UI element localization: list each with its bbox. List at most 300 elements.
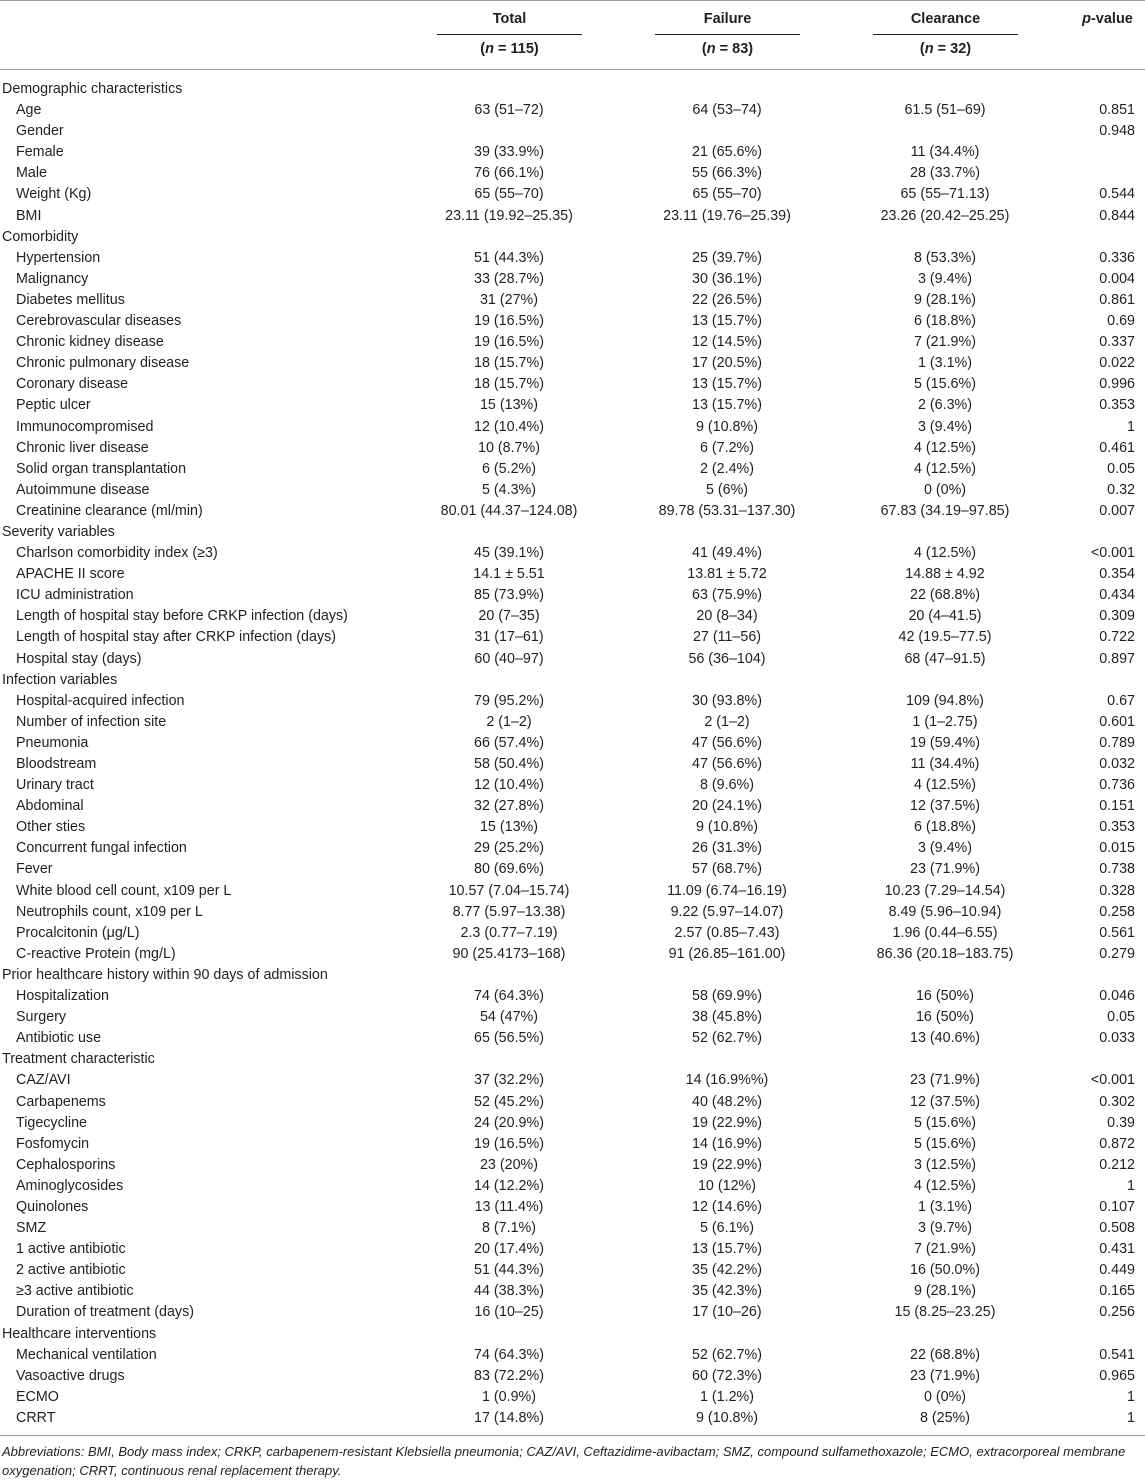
row-label: Procalcitonin (μg/L) [16, 924, 140, 941]
cell-clearance: 22 (68.8%) [910, 587, 980, 604]
cell-clearance: 65 (55–71.13) [900, 186, 990, 203]
bottom-rule [0, 1435, 1145, 1436]
table-row [0, 881, 1145, 902]
cell-pvalue: 0.861 [1099, 291, 1135, 308]
cell-failure: 89.78 (53.31–137.30) [658, 502, 796, 519]
row-label: ≥3 active antibiotic [16, 1283, 134, 1300]
cell-failure: 14 (16.9%%) [685, 1072, 769, 1089]
table-row [0, 1113, 1145, 1134]
cell-total: 83 (72.2%) [474, 1367, 544, 1384]
row-label: Carbapenems [16, 1093, 106, 1110]
cell-pvalue: 0.541 [1099, 1346, 1135, 1363]
table-row [0, 100, 1145, 121]
cell-pvalue: 0.561 [1099, 924, 1135, 941]
cell-pvalue: 0.032 [1099, 756, 1135, 772]
cell-failure: 6 (7.2%) [699, 439, 755, 456]
cell-failure: 91 (26.85–161.00) [668, 945, 786, 962]
cell-clearance: 86.36 (20.18–183.75) [876, 945, 1014, 962]
row-label: Cerebrovascular diseases [16, 313, 182, 330]
section-label: Infection variables [2, 671, 118, 688]
cell-total: 15 (13%) [479, 819, 538, 836]
cell-failure: 9.22 (5.97–14.07) [670, 903, 784, 920]
cell-failure: 5 (6.1%) [699, 1220, 755, 1237]
table-row [0, 332, 1145, 353]
row-label: 2 active antibiotic [16, 1262, 126, 1279]
table-row [0, 817, 1145, 838]
col-n-failure: (n = 83) [701, 41, 754, 57]
top-rule [0, 0, 1145, 1]
row-label: Surgery [16, 1009, 67, 1026]
cell-pvalue: 0.722 [1099, 629, 1135, 646]
cell-total [400, 1324, 618, 1345]
cell-clearance: 11 (34.4%) [910, 144, 980, 161]
table-row [0, 944, 1145, 965]
cell-failure: 30 (93.8%) [692, 692, 762, 709]
cell-failure: 35 (42.2%) [692, 1262, 762, 1279]
cell-total: 76 (66.1%) [474, 165, 544, 182]
cell-pvalue: 1 [1127, 1177, 1135, 1194]
cell-clearance: 8 (25%) [919, 1409, 971, 1426]
section-row [0, 1324, 1145, 1345]
cell-pvalue [1054, 1049, 1145, 1070]
cell-failure: 2 (2.4%) [699, 460, 755, 477]
row-label: Gender [16, 123, 64, 140]
cell-total: 10 (8.7%) [478, 439, 540, 456]
cell-pvalue: 0.69 [1107, 313, 1135, 330]
cell-clearance [836, 227, 1054, 248]
cell-total: 51 (44.3%) [474, 1262, 544, 1279]
col-underline-clearance [873, 34, 1018, 35]
cell-total: 2 (1–2) [486, 713, 532, 730]
cell-total: 20 (7–35) [478, 608, 540, 625]
col-header-pvalue [1070, 11, 1145, 27]
cell-total: 8 (7.1%) [481, 1220, 537, 1237]
cell-total: 2.3 (0.77–7.19) [460, 924, 558, 941]
cell-pvalue: 0.897 [1099, 650, 1135, 667]
cell-pvalue: 0.996 [1099, 376, 1135, 393]
cell-failure: 30 (36.1%) [692, 270, 762, 287]
cell-failure: 52 (62.7%) [692, 1030, 762, 1047]
cell-pvalue: 0.736 [1099, 777, 1135, 794]
cell-pvalue: 0.336 [1099, 249, 1135, 266]
cell-failure [618, 79, 836, 100]
cell-failure: 27 (11–56) [692, 629, 762, 646]
cell-total: 15 (13%) [479, 397, 538, 414]
row-label: Neutrophils count, x109 per L [16, 903, 203, 920]
cell-total: 63 (51–72) [474, 102, 544, 119]
cell-total: 65 (56.5%) [474, 1030, 544, 1047]
table-row [0, 1092, 1145, 1113]
section-label: Healthcare interventions [2, 1325, 157, 1342]
cell-total: 31 (27%) [479, 291, 538, 308]
cell-clearance: 19 (59.4%) [910, 734, 980, 751]
cell-clearance: 68 (47–91.5) [904, 650, 986, 667]
row-label: Fosfomycin [16, 1135, 90, 1152]
cell-clearance: 3 (9.4%) [917, 418, 973, 435]
cell-pvalue: 1 [1127, 1409, 1135, 1426]
cell-clearance: 12 (37.5%) [910, 1093, 980, 1110]
n-value: 32 [950, 41, 967, 57]
cell-failure [618, 1049, 836, 1070]
cell-total [400, 522, 618, 543]
cell-total: 51 (44.3%) [474, 249, 544, 266]
cell-pvalue [1054, 965, 1145, 986]
table-row [0, 206, 1145, 227]
cell-clearance: 15 (8.25–23.25) [894, 1304, 996, 1321]
cell-failure: 56 (36–104) [688, 650, 766, 667]
cell-failure: 65 (55–70) [692, 186, 762, 203]
cell-total: 39 (33.9%) [474, 144, 544, 161]
cell-failure: 20 (8–34) [696, 608, 758, 625]
cell-pvalue: 0.007 [1099, 502, 1135, 519]
cell-clearance: 42 (19.5–77.5) [898, 629, 992, 646]
header-rule [0, 69, 1145, 70]
cell-total: 14 (12.2%) [474, 1177, 544, 1194]
cell-clearance: 23.26 (20.42–25.25) [880, 207, 1010, 224]
cell-clearance: 2 (6.3%) [917, 397, 973, 414]
cell-failure [618, 227, 836, 248]
row-label: Age [16, 102, 42, 119]
cell-clearance: 28 (33.7%) [910, 165, 980, 182]
col-n-total: (n = 115) [480, 41, 539, 57]
cell-pvalue: 0.738 [1099, 861, 1135, 878]
cell-failure: 17 (10–26) [692, 1304, 762, 1321]
cell-failure: 52 (62.7%) [692, 1346, 762, 1363]
table-row [0, 1302, 1145, 1323]
cell-failure: 9 (10.8%) [696, 819, 758, 836]
cell-failure: 5 (6%) [705, 481, 749, 498]
row-label: Peptic ulcer [16, 397, 91, 414]
cell-failure: 47 (56.6%) [692, 734, 762, 751]
row-label: Weight (Kg) [16, 186, 92, 203]
cell-failure: 14 (16.9%) [692, 1135, 762, 1152]
cell-total: 23 (20%) [479, 1156, 538, 1173]
cell-total: 37 (32.2%) [474, 1072, 544, 1089]
cell-pvalue: 0.789 [1099, 734, 1135, 751]
cell-failure [618, 670, 836, 691]
row-label: Solid organ transplantation [16, 460, 187, 477]
table-row [0, 902, 1145, 923]
cell-total: 80 (69.6%) [474, 861, 544, 878]
cell-clearance: 6 (18.8%) [914, 313, 976, 330]
cell-total [400, 1049, 618, 1070]
table-row [0, 733, 1145, 754]
cell-pvalue: <0.001 [1090, 545, 1135, 562]
cell-total: 23.11 (19.92–25.35) [445, 207, 573, 224]
cell-clearance: 3 (9.4%) [917, 270, 973, 287]
pvalue-p: p [1082, 11, 1091, 27]
table-row [0, 775, 1145, 796]
cell-clearance: 67.83 (34.19–97.85) [880, 502, 1010, 519]
cell-pvalue: 0.107 [1099, 1198, 1135, 1215]
cell-pvalue: 0.258 [1099, 903, 1135, 920]
cell-failure: 63 (75.9%) [692, 587, 762, 604]
cell-clearance: 5 (15.6%) [914, 376, 976, 393]
cell-pvalue: 0.449 [1099, 1262, 1135, 1279]
table-row [0, 1070, 1145, 1091]
table-row [0, 1239, 1145, 1260]
cell-clearance: 7 (21.9%) [914, 334, 976, 351]
cell-total [400, 227, 618, 248]
cell-clearance [836, 121, 1054, 142]
table-row [0, 480, 1145, 501]
cell-clearance: 12 (37.5%) [910, 798, 980, 815]
cell-pvalue: 0.844 [1099, 207, 1135, 224]
table-row [0, 501, 1145, 522]
cell-pvalue: 0.67 [1107, 692, 1135, 709]
cell-failure: 9 (10.8%) [696, 418, 758, 435]
row-label: CRRT [16, 1409, 56, 1426]
cell-total: 18 (15.7%) [474, 376, 544, 393]
table-row [0, 121, 1145, 142]
cell-failure: 60 (72.3%) [692, 1367, 762, 1384]
table-row [0, 986, 1145, 1007]
row-label: Vasoactive drugs [16, 1367, 125, 1384]
cell-clearance: 23 (71.9%) [910, 861, 980, 878]
cell-pvalue: 1 [1127, 1388, 1135, 1405]
cell-total: 24 (20.9%) [474, 1114, 544, 1131]
cell-failure: 17 (20.5%) [692, 355, 762, 372]
cell-clearance: 0 (0%) [923, 481, 967, 498]
row-label: Hypertension [16, 249, 101, 266]
table-row [0, 1218, 1145, 1239]
cell-total: 85 (73.9%) [474, 587, 544, 604]
cell-failure: 12 (14.5%) [692, 334, 762, 351]
section-row [0, 79, 1145, 100]
cell-pvalue [1054, 142, 1145, 163]
row-label: Aminoglycosides [16, 1177, 124, 1194]
table-row [0, 417, 1145, 438]
cell-clearance: 13 (40.6%) [910, 1030, 980, 1047]
row-label: Creatinine clearance (ml/min) [16, 502, 203, 519]
cell-clearance: 1 (3.1%) [917, 1198, 973, 1215]
n-value: 115 [510, 41, 534, 57]
cell-failure: 13 (15.7%) [692, 1241, 762, 1258]
cell-total: 19 (16.5%) [474, 334, 544, 351]
cell-clearance [836, 79, 1054, 100]
cell-total: 44 (38.3%) [474, 1283, 544, 1300]
cell-total: 79 (95.2%) [474, 692, 544, 709]
table-row [0, 311, 1145, 332]
cell-clearance: 16 (50%) [915, 1009, 974, 1026]
cell-pvalue: 0.872 [1099, 1135, 1135, 1152]
section-row [0, 670, 1145, 691]
cell-clearance: 4 (12.5%) [914, 545, 976, 562]
cell-failure: 20 (24.1%) [692, 798, 762, 815]
cell-failure: 19 (22.9%) [692, 1156, 762, 1173]
cell-total: 45 (39.1%) [474, 545, 544, 562]
table-row [0, 290, 1145, 311]
cell-clearance [836, 1049, 1054, 1070]
cell-total: 5 (4.3%) [481, 481, 537, 498]
cell-total: 60 (40–97) [474, 650, 544, 667]
cell-clearance: 61.5 (51–69) [904, 102, 986, 119]
cell-failure: 2.57 (0.85–7.43) [674, 924, 780, 941]
cell-total [400, 670, 618, 691]
table-row [0, 606, 1145, 627]
row-label: Other sties [16, 819, 86, 836]
cell-failure: 13 (15.7%) [692, 376, 762, 393]
cell-pvalue: 0.212 [1099, 1156, 1135, 1173]
table-row [0, 1387, 1145, 1408]
cell-pvalue [1054, 227, 1145, 248]
cell-total: 54 (47%) [479, 1009, 538, 1026]
cell-total: 74 (64.3%) [474, 1346, 544, 1363]
cell-failure: 38 (45.8%) [692, 1009, 762, 1026]
cell-clearance: 22 (68.8%) [910, 1346, 980, 1363]
cell-failure [618, 1324, 836, 1345]
cell-failure: 26 (31.3%) [692, 840, 762, 857]
row-label: 1 active antibiotic [16, 1241, 126, 1258]
row-label: Quinolones [16, 1198, 89, 1215]
section-label: Comorbidity [2, 228, 79, 245]
table-row [0, 649, 1145, 670]
row-label: Cephalosporins [16, 1156, 116, 1173]
cell-pvalue [1054, 163, 1145, 184]
cell-failure: 55 (66.3%) [692, 165, 762, 182]
cell-pvalue: 0.004 [1099, 270, 1135, 287]
table-row [0, 691, 1145, 712]
cell-failure: 41 (49.4%) [692, 545, 762, 562]
cell-pvalue: 1 [1127, 418, 1135, 435]
table-row [0, 564, 1145, 585]
cell-clearance: 3 (9.7%) [917, 1220, 973, 1237]
table-row [0, 838, 1145, 859]
cell-pvalue: 0.05 [1107, 1009, 1135, 1026]
cell-clearance: 9 (28.1%) [914, 1283, 976, 1300]
row-label: Malignancy [16, 270, 89, 287]
cell-pvalue: <0.001 [1090, 1072, 1135, 1089]
cell-clearance: 14.88 ± 4.92 [905, 566, 985, 583]
cell-total: 12 (10.4%) [474, 777, 544, 794]
n-value: 83 [732, 41, 749, 57]
cell-clearance: 8 (53.3%) [914, 249, 976, 266]
cell-clearance: 0 (0%) [923, 1388, 967, 1405]
cell-failure: 13.81 ± 5.72 [687, 566, 767, 583]
cell-pvalue: 0.151 [1099, 798, 1135, 815]
cell-pvalue [1054, 522, 1145, 543]
cell-failure: 12 (14.6%) [692, 1198, 762, 1215]
section-row [0, 965, 1145, 986]
cell-pvalue: 0.39 [1107, 1114, 1135, 1131]
cell-total: 20 (17.4%) [474, 1241, 544, 1258]
table-row [0, 142, 1145, 163]
cell-pvalue: 0.015 [1099, 840, 1135, 857]
table-row [0, 1028, 1145, 1049]
row-label: Autoimmune disease [16, 481, 150, 498]
row-label: CAZ/AVI [16, 1072, 71, 1089]
cell-clearance: 23 (71.9%) [910, 1367, 980, 1384]
table-row [0, 1007, 1145, 1028]
cell-pvalue: 0.601 [1099, 713, 1135, 730]
section-label: Severity variables [2, 523, 115, 540]
cell-clearance: 20 (4–41.5) [908, 608, 982, 625]
cell-clearance: 7 (21.9%) [914, 1241, 976, 1258]
cell-failure: 13 (15.7%) [692, 397, 762, 414]
row-label: Female [16, 144, 64, 161]
row-label: Mechanical ventilation [16, 1346, 157, 1363]
row-label: Immunocompromised [16, 418, 154, 435]
data-table [0, 79, 1145, 1429]
cell-pvalue: 0.32 [1107, 481, 1135, 498]
n-italic: n [924, 41, 934, 57]
row-label: Chronic kidney disease [16, 334, 164, 351]
row-label: SMZ [16, 1220, 47, 1237]
cell-clearance: 5 (15.6%) [914, 1114, 976, 1131]
cell-pvalue: 0.354 [1099, 566, 1135, 583]
cell-pvalue: 0.851 [1099, 102, 1135, 119]
row-label: Abdominal [16, 798, 84, 815]
table-row [0, 395, 1145, 416]
table-row [0, 585, 1145, 606]
table-row [0, 184, 1145, 205]
table-row [0, 1260, 1145, 1281]
cell-clearance [836, 522, 1054, 543]
cell-total: 14.1 ± 5.51 [473, 566, 545, 583]
cell-failure: 10 (12%) [697, 1177, 756, 1194]
row-label: Chronic liver disease [16, 439, 149, 456]
table-row [0, 754, 1145, 775]
cell-total: 12 (10.4%) [474, 418, 544, 435]
cell-pvalue: 0.948 [1099, 123, 1135, 140]
row-label: Length of hospital stay after CRKP infection (days) [16, 629, 336, 646]
cell-clearance: 1.96 (0.44–6.55) [892, 924, 998, 941]
section-row [0, 1049, 1145, 1070]
table-row [0, 923, 1145, 944]
cell-total: 65 (55–70) [474, 186, 544, 203]
cell-clearance: 4 (12.5%) [914, 439, 976, 456]
cell-clearance: 4 (12.5%) [914, 460, 976, 477]
cell-clearance: 11 (34.4%) [910, 756, 980, 772]
cell-pvalue: 0.965 [1099, 1367, 1135, 1384]
cell-pvalue: 0.328 [1099, 882, 1135, 899]
cell-clearance: 5 (15.6%) [914, 1135, 976, 1152]
cell-failure: 23.11 (19.76–25.39) [663, 207, 791, 224]
cell-clearance: 1 (3.1%) [917, 355, 973, 372]
cell-total: 1 (0.9%) [481, 1388, 537, 1405]
cell-clearance: 9 (28.1%) [914, 291, 976, 308]
cell-total: 58 (50.4%) [474, 756, 544, 772]
cell-failure [618, 121, 836, 142]
cell-pvalue: 0.309 [1099, 608, 1135, 625]
cell-failure: 8 (9.6%) [699, 777, 755, 794]
table-footnote: Abbreviations: BMI, Body mass index; CRKP, carbapenem-resistant Klebsiella pneumonia; CAZ/AVI, Ceftazidime-avibactam; SMZ, compound sulfamethoxazole; ECMO, extracorporeal membrane oxygenation; CRRT, continuous renal replacement therapy. [2, 1444, 1126, 1478]
section-row [0, 522, 1145, 543]
cell-clearance: 8.49 (5.96–10.94) [888, 903, 1002, 920]
cell-clearance: 6 (18.8%) [914, 819, 976, 836]
cell-clearance [836, 1324, 1054, 1345]
cell-pvalue: 0.046 [1099, 988, 1135, 1005]
cell-total: 29 (25.2%) [474, 840, 544, 857]
cell-pvalue: 0.033 [1099, 1030, 1135, 1047]
cell-failure: 57 (68.7%) [692, 861, 762, 878]
table-row [0, 1345, 1145, 1366]
col-underline-failure [655, 34, 800, 35]
col-header-clearance: Clearance [910, 11, 981, 27]
cell-total [400, 965, 618, 986]
cell-clearance: 4 (12.5%) [914, 777, 976, 794]
row-label: Urinary tract [16, 777, 94, 794]
cell-total [400, 79, 618, 100]
cell-pvalue: 0.353 [1099, 397, 1135, 414]
row-label: Hospitalization [16, 988, 109, 1005]
cell-clearance: 16 (50%) [915, 988, 974, 1005]
cell-total: 19 (16.5%) [474, 1135, 544, 1152]
cell-failure: 13 (15.7%) [692, 313, 762, 330]
cell-failure: 2 (1–2) [704, 713, 750, 730]
table-row [0, 374, 1145, 395]
cell-total: 32 (27.8%) [474, 798, 544, 815]
